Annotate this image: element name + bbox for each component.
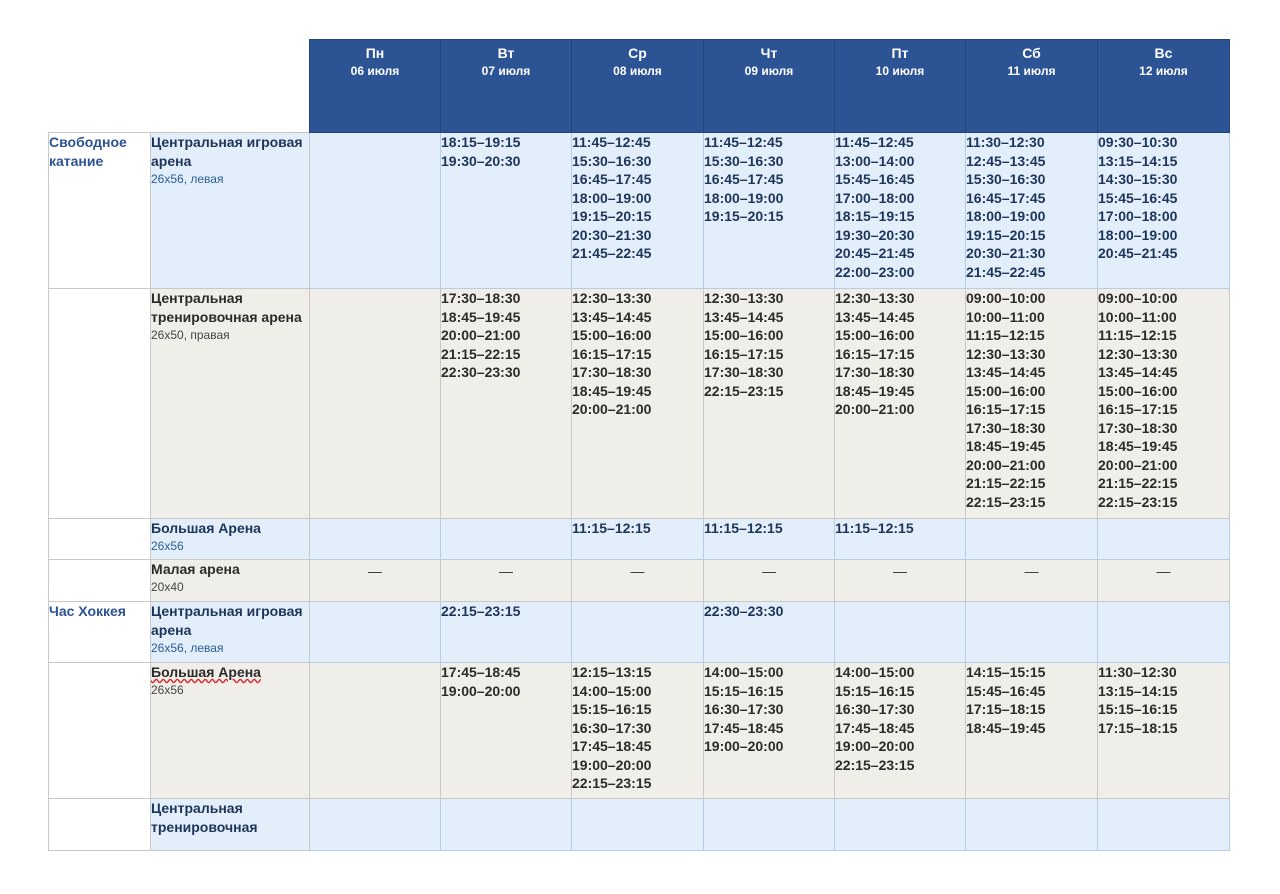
time-slot-cell (1098, 519, 1230, 560)
schedule-row (49, 519, 1230, 560)
time-slot-cell (966, 519, 1098, 560)
session-time: 15:00–16:00 (1098, 382, 1178, 399)
session-time: 13:15–14:15 (1098, 152, 1178, 169)
session-time: 10:00–11:00 (966, 308, 1045, 325)
session-time: 17:30–18:30 (572, 364, 652, 380)
category-cell (49, 799, 151, 851)
no-session-dash: — (762, 563, 776, 579)
session-time: 20:30–21:30 (966, 245, 1046, 261)
session-time: 17:30–18:30 (835, 364, 915, 380)
time-slot-cell (704, 519, 835, 560)
venue-cell (151, 663, 310, 799)
time-slot-cell (966, 602, 1098, 663)
session-time: 17:00–18:00 (1098, 208, 1178, 224)
day-header (704, 40, 835, 133)
session-time: 16:15–17:15 (966, 401, 1046, 417)
time-slot-cell (1098, 560, 1230, 602)
session-time: 21:15–22:15 (966, 475, 1046, 491)
no-session-dash: — (499, 563, 513, 579)
session-time: 20:00–21:00 (835, 401, 915, 417)
venue-size: 26х56, левая (151, 172, 224, 186)
session-time: 18:15–19:15 (835, 208, 915, 224)
session-time: 16:30–17:30 (572, 719, 652, 736)
time-slot-cell (835, 289, 966, 519)
category-cell: Час Хоккея (49, 602, 151, 663)
session-time: 17:30–18:30 (1098, 419, 1178, 436)
session-time: 15:30–16:30 (572, 152, 652, 169)
session-time: 11:15–12:15 (572, 520, 651, 536)
category-cell (49, 519, 151, 560)
category-cell: Свободное катание (49, 133, 151, 289)
time-slot-cell (1098, 289, 1230, 519)
day-name: Ср (628, 45, 647, 61)
session-time: 22:15–23:15 (835, 756, 915, 773)
session-time: 22:30–23:30 (441, 364, 521, 380)
session-time: 13:45–14:45 (572, 308, 652, 325)
session-time: 13:45–14:45 (835, 308, 915, 325)
session-time: 16:30–17:30 (704, 701, 784, 717)
session-time: 15:15–16:15 (572, 701, 652, 717)
venue-cell (151, 519, 310, 560)
session-time: 20:45–21:45 (835, 245, 915, 261)
venue-cell (151, 602, 310, 663)
session-time: 17:45–18:45 (441, 664, 521, 680)
time-slot-cell (441, 289, 572, 519)
time-slot-cell (704, 289, 835, 519)
session-time: 15:45–16:45 (835, 171, 915, 187)
venue-size: 26х56 (151, 539, 184, 553)
time-slot-cell (572, 602, 704, 663)
session-time: 17:45–18:45 (704, 719, 784, 736)
session-time: 13:45–14:45 (1098, 364, 1178, 380)
day-header (966, 40, 1098, 133)
time-slot-cell (310, 133, 441, 289)
session-time: 15:15–16:15 (835, 682, 915, 699)
session-time: 11:15–12:15 (704, 520, 783, 536)
session-time: 15:45–16:45 (1098, 189, 1178, 206)
session-time: 14:00–15:00 (835, 664, 915, 680)
session-time: 15:30–16:30 (704, 152, 784, 169)
session-time: 18:00–19:00 (704, 189, 784, 206)
session-time: 19:15–20:15 (572, 208, 652, 224)
session-time: 12:30–13:30 (1098, 345, 1178, 362)
category-cell (49, 560, 151, 602)
session-time: 17:45–18:45 (572, 738, 652, 754)
time-slot-cell (572, 560, 704, 602)
day-date: 06 июля (350, 64, 400, 78)
session-time: 09:30–10:30 (1098, 134, 1178, 150)
venue-cell (151, 799, 310, 851)
session-time: 18:45–19:45 (572, 382, 652, 399)
session-time: 12:30–13:30 (966, 345, 1046, 362)
time-slot-cell (1098, 133, 1230, 289)
no-session-dash: — (1024, 563, 1039, 579)
time-slot-cell (966, 289, 1098, 519)
session-time: 20:00–21:00 (966, 456, 1046, 473)
schedule-row (49, 799, 1230, 851)
session-time: 11:30–12:30 (1098, 664, 1177, 680)
session-time: 15:00–16:00 (572, 327, 652, 343)
venue-size: 26х56 (151, 683, 184, 697)
session-time: 11:30–12:30 (966, 134, 1045, 150)
no-session-dash: — (1156, 563, 1171, 579)
day-name: Вт (497, 45, 515, 61)
session-time: 15:30–16:30 (966, 171, 1046, 187)
session-time: 19:30–20:30 (835, 226, 915, 243)
time-slot-cell (704, 602, 835, 663)
session-time: 21:45–22:45 (966, 263, 1046, 280)
session-time: 16:30–17:30 (835, 701, 915, 717)
day-name: Сб (1022, 45, 1041, 61)
day-header (572, 40, 704, 133)
session-time: 21:15–22:15 (441, 345, 521, 362)
time-slot-cell (441, 663, 572, 799)
session-time: 20:30–21:30 (572, 226, 652, 243)
session-time: 14:15–15:15 (966, 664, 1046, 680)
time-slot-cell (704, 663, 835, 799)
time-slot-cell (441, 519, 572, 560)
session-time: 16:45–17:45 (966, 189, 1046, 206)
session-time: 09:00–10:00 (966, 290, 1046, 306)
time-slot-cell (966, 133, 1098, 289)
session-time: 21:15–22:15 (1098, 475, 1178, 491)
session-time: 18:00–19:00 (1098, 226, 1178, 243)
session-time: 22:00–23:00 (835, 263, 915, 280)
session-time: 19:15–20:15 (704, 208, 784, 224)
time-slot-cell (835, 663, 966, 799)
session-time: 15:15–16:15 (704, 682, 784, 699)
time-slot-cell (441, 602, 572, 663)
session-time: 20:00–21:00 (572, 401, 652, 417)
day-date: 09 июля (744, 64, 794, 78)
session-time: 11:15–12:15 (1098, 327, 1177, 343)
day-date: 08 июля (613, 64, 662, 78)
schedule-row (49, 560, 1230, 602)
venue-name: Центральная тренировочная (151, 800, 258, 835)
session-time: 13:45–14:45 (966, 364, 1046, 380)
session-time: 12:30–13:30 (704, 290, 784, 306)
schedule-body (49, 133, 1230, 851)
day-date: 11 июля (1007, 64, 1056, 78)
session-time: 17:00–18:00 (835, 189, 915, 206)
session-time: 10:00–11:00 (1098, 308, 1177, 325)
venue-name: Центральная тренировочная арена (151, 290, 302, 325)
schedule-row (49, 663, 1230, 799)
session-time: 15:45–16:45 (966, 682, 1046, 699)
time-slot-cell (441, 133, 572, 289)
session-time: 15:00–16:00 (835, 327, 915, 343)
session-time: 16:45–17:45 (572, 171, 652, 187)
time-slot-cell (310, 289, 441, 519)
time-slot-cell (572, 133, 704, 289)
time-slot-cell (572, 663, 704, 799)
session-time: 12:15–13:15 (572, 664, 652, 680)
schedule-table (48, 39, 1230, 851)
session-time: 22:15–23:15 (966, 493, 1046, 510)
day-header (835, 40, 966, 133)
session-time: 18:45–19:45 (966, 719, 1046, 736)
session-time: 11:15–12:15 (966, 327, 1045, 343)
session-time: 18:15–19:15 (441, 134, 521, 150)
session-time: 18:45–19:45 (966, 438, 1046, 454)
day-date: 10 июля (875, 64, 925, 78)
time-slot-cell (572, 799, 704, 851)
session-time: 22:30–23:30 (704, 603, 784, 619)
venue-cell (151, 560, 310, 602)
session-time: 18:45–19:45 (1098, 438, 1178, 454)
venue-name: Большая Арена (151, 520, 261, 536)
session-time: 17:30–18:30 (966, 419, 1046, 436)
session-time: 19:00–20:00 (572, 756, 652, 773)
time-slot-cell (441, 560, 572, 602)
header-blank (49, 40, 310, 133)
day-date: 07 июля (481, 64, 531, 78)
session-time: 21:45–22:45 (572, 245, 652, 261)
session-time: 11:45–12:45 (704, 134, 783, 150)
time-slot-cell (966, 663, 1098, 799)
session-time: 13:45–14:45 (704, 308, 784, 325)
venue-name: Центральная игровая арена (151, 603, 303, 638)
session-time: 20:45–21:45 (1098, 245, 1178, 261)
venue-cell (151, 133, 310, 289)
session-time: 16:15–17:15 (704, 345, 784, 362)
session-time: 12:30–13:30 (572, 290, 652, 306)
time-slot-cell (572, 289, 704, 519)
session-time: 19:00–20:00 (704, 738, 784, 754)
session-time: 17:30–18:30 (704, 364, 784, 380)
time-slot-cell (704, 560, 835, 602)
no-session-dash: — (368, 563, 382, 579)
schedule-row (49, 289, 1230, 519)
session-time: 18:45–19:45 (441, 308, 521, 325)
no-session-dash: — (893, 563, 907, 579)
header-row (49, 40, 1230, 133)
session-time: 12:45–13:45 (966, 152, 1046, 169)
session-time: 13:15–14:15 (1098, 682, 1178, 699)
schedule-row (49, 602, 1230, 663)
time-slot-cell (966, 799, 1098, 851)
time-slot-cell (310, 560, 441, 602)
session-time: 15:00–16:00 (966, 382, 1046, 399)
schedule-row (49, 133, 1230, 289)
day-name: Вс (1154, 45, 1173, 61)
session-time: 19:00–20:00 (441, 682, 521, 699)
time-slot-cell (835, 799, 966, 851)
session-time: 17:15–18:15 (1098, 719, 1178, 736)
session-time: 19:15–20:15 (966, 226, 1046, 243)
time-slot-cell (310, 663, 441, 799)
no-session-dash: — (630, 563, 645, 579)
session-time: 14:00–15:00 (704, 664, 784, 680)
venue-size: 26х56, левая (151, 641, 224, 655)
session-time: 19:00–20:00 (835, 738, 915, 754)
session-time: 22:15–23:15 (1098, 493, 1178, 510)
session-time: 16:15–17:15 (1098, 401, 1178, 417)
time-slot-cell (310, 799, 441, 851)
session-time: 22:15–23:15 (704, 382, 784, 399)
venue-name: Центральная игровая арена (151, 134, 303, 169)
session-time: 16:15–17:15 (835, 345, 915, 362)
day-name: Пт (891, 45, 909, 61)
session-time: 11:45–12:45 (835, 134, 914, 150)
time-slot-cell (441, 799, 572, 851)
session-time: 11:45–12:45 (572, 134, 651, 150)
venue-size: 26х50, правая (151, 328, 230, 342)
session-time: 16:15–17:15 (572, 345, 652, 362)
session-time: 22:15–23:15 (572, 775, 652, 791)
session-time: 17:15–18:15 (966, 701, 1046, 717)
session-time: 17:30–18:30 (441, 290, 521, 306)
venue-name: Большая Арена (151, 664, 261, 680)
day-header (1098, 40, 1230, 133)
time-slot-cell (835, 133, 966, 289)
time-slot-cell (1098, 799, 1230, 851)
day-name: Чт (760, 45, 778, 61)
time-slot-cell (835, 560, 966, 602)
session-time: 18:45–19:45 (835, 382, 915, 399)
session-time: 11:15–12:15 (835, 520, 914, 536)
time-slot-cell (310, 602, 441, 663)
session-time: 22:15–23:15 (441, 603, 521, 619)
day-name: Пн (365, 45, 385, 61)
session-time: 16:45–17:45 (704, 171, 784, 187)
session-time: 15:00–16:00 (704, 327, 784, 343)
session-time: 18:00–19:00 (572, 189, 652, 206)
time-slot-cell (704, 799, 835, 851)
session-time: 20:00–21:00 (1098, 456, 1178, 473)
session-time: 20:00–21:00 (441, 327, 521, 343)
session-time: 14:30–15:30 (1098, 171, 1178, 187)
category-cell (49, 289, 151, 519)
session-time: 15:15–16:15 (1098, 701, 1178, 717)
session-time: 12:30–13:30 (835, 290, 915, 306)
venue-name: Малая арена (151, 561, 240, 577)
session-time: 17:45–18:45 (835, 719, 915, 736)
time-slot-cell (835, 602, 966, 663)
time-slot-cell (310, 519, 441, 560)
day-header (441, 40, 572, 133)
time-slot-cell (966, 560, 1098, 602)
session-time: 18:00–19:00 (966, 208, 1046, 224)
time-slot-cell (835, 519, 966, 560)
day-date: 12 июля (1139, 64, 1188, 78)
day-header (310, 40, 441, 133)
session-time: 09:00–10:00 (1098, 290, 1178, 306)
venue-size: 20х40 (151, 580, 184, 594)
time-slot-cell (1098, 602, 1230, 663)
session-time: 13:00–14:00 (835, 152, 915, 169)
venue-cell (151, 289, 310, 519)
time-slot-cell (704, 133, 835, 289)
time-slot-cell (572, 519, 704, 560)
session-time: 19:30–20:30 (441, 152, 521, 169)
time-slot-cell (1098, 663, 1230, 799)
session-time: 14:00–15:00 (572, 682, 652, 699)
category-cell (49, 663, 151, 799)
